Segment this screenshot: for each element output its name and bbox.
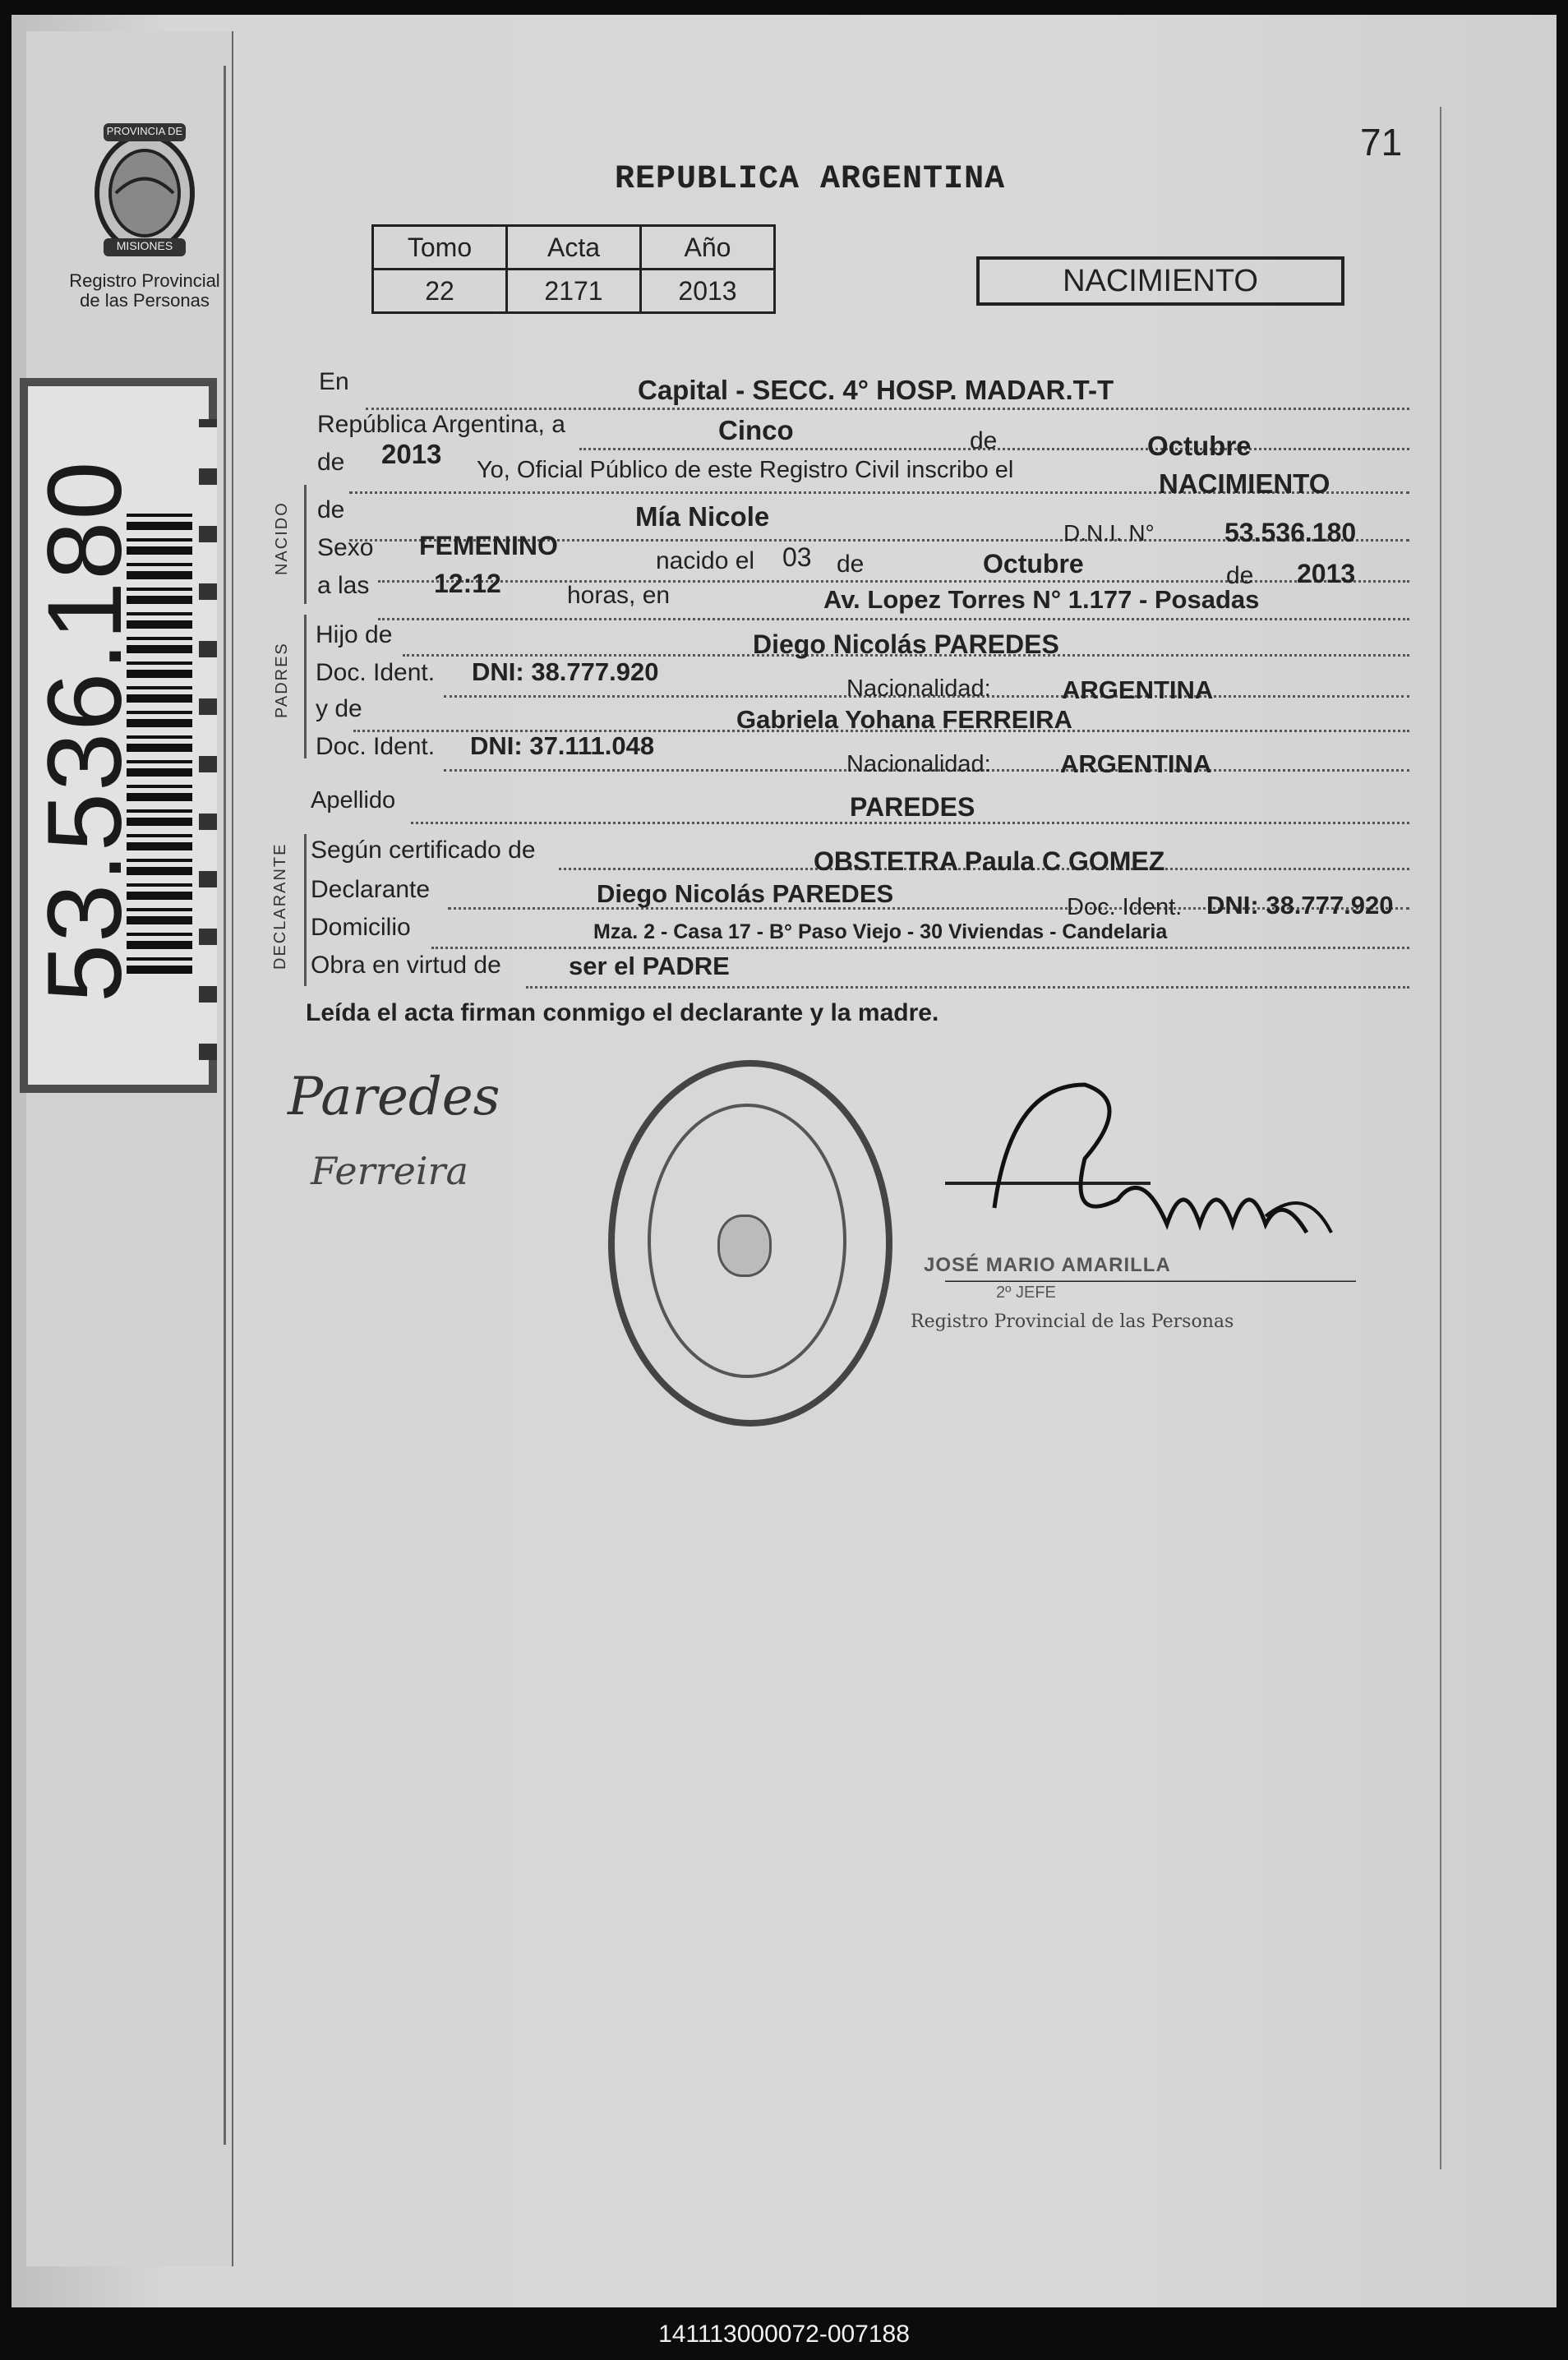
footer-id: 141113000072-007188 [658,2321,910,2348]
name-value: Mía Nicole [635,501,770,532]
section-label-declarant: DECLARANTE [271,842,289,970]
de4-label: de [837,551,865,578]
value-acta: 2171 [507,270,641,313]
doc-label: Doc. Ident. [316,659,436,686]
father-nationality: ARGENTINA [1062,675,1214,704]
value-tomo: 22 [373,270,507,313]
birth-day: 03 [782,542,812,572]
rule-6 [378,618,1409,620]
bracket-parents [304,615,307,758]
sexo-value: FEMENINO [419,531,558,560]
signature-paredes: Paredes [288,1067,500,1127]
mother-name: Gabriela Yohana FERREIRA [736,705,1072,734]
domicilio-label: Domicilio [311,914,411,941]
logo-text-bottom: MISIONES [116,239,173,252]
record-table [371,224,776,314]
security-pattern [199,419,217,1060]
de-label: de [970,427,998,454]
month-value: Octubre [1147,431,1252,461]
logo-text-top: PROVINCIA DE [106,125,183,137]
value-ano: 2013 [641,270,775,313]
bracket-declarant [304,834,307,986]
act-type: NACIMIENTO [1063,264,1258,298]
segun-label: Según certificado de [311,837,536,864]
yde-label: y de [316,695,362,722]
father-doc: DNI: 38.777.920 [472,657,659,686]
rule-14 [431,947,1409,949]
place-value: Av. Lopez Torres N° 1.177 - Posadas [823,585,1260,614]
section-label-parents: PADRES [273,642,291,718]
en-label: En [319,368,349,395]
registry-name: Registro Provincial de las Personas [69,270,220,311]
nacido-label: nacido el [656,547,755,574]
right-margin-rule [1440,107,1441,2169]
dni-value: 53.536.180 [1224,518,1357,547]
header-tomo: Tomo [373,226,507,270]
bracket-birth [304,485,307,604]
de3-label: de [317,496,345,523]
header-ano: Año [641,226,775,270]
rule-1 [366,408,1409,410]
alas-label: a las [317,572,370,599]
birth-year: 2013 [1297,559,1356,588]
doc2-label: Doc. Ident. [316,733,436,760]
declarante-value: Diego Nicolás PAREDES [597,879,894,908]
nacionalidad2-label: Nacionalidad: [846,751,991,777]
declarante-doc: DNI: 38.777.920 [1206,891,1394,920]
official-signature-icon [920,1068,1381,1282]
official-office: Registro Provincial de las Personas [911,1311,1234,1332]
rule-5 [378,580,1409,583]
day-value: Cinco [718,415,794,445]
apellido-value: PAREDES [850,792,975,822]
oficial-text: Yo, Oficial Público de este Registro Civil inscribo el [477,457,1014,483]
mother-nationality: ARGENTINA [1060,749,1212,778]
closing-text: Leída el acta firman conmigo el declarante y la madre. [306,999,939,1026]
registro-value: NACIMIENTO [1159,468,1330,499]
section-label-birth: NACIDO [273,501,291,575]
republica-label: República Argentina, a [317,411,565,438]
dni-label: D.N.I. N° [1063,520,1155,546]
birth-month: Octubre [983,549,1084,578]
de2-label: de [317,449,345,476]
mother-doc: DNI: 37.111.048 [470,731,655,760]
segun-value: OBSTETRA Paula C GOMEZ [814,846,1165,876]
declarante-label: Declarante [311,876,431,903]
obra-label: Obra en virtud de [311,952,501,979]
horas-label: horas, en [567,582,671,609]
act-type-box [976,256,1344,306]
hijo-label: Hijo de [316,621,393,648]
left-stub [26,31,233,2266]
page-number: 71 [1360,121,1403,164]
header-acta: Acta [507,226,641,270]
doc3-label: Doc. Ident. [1067,894,1183,920]
time-value: 12:12 [434,569,501,598]
official-name: JOSÉ MARIO AMARILLA [924,1254,1171,1276]
obra-value: ser el PADRE [569,952,730,980]
de5-label: de [1226,562,1254,589]
official-title: 2º JEFE [996,1284,1056,1302]
rule-15 [526,986,1409,989]
en-value: Capital - SECC. 4° HOSP. MADAR.T-T [638,375,1114,405]
signature-ferreira: Ferreira [311,1149,468,1193]
barcode-number: 53.536.180 [26,459,144,1003]
left-margin-rule [224,66,226,2145]
year-value: 2013 [381,439,442,469]
father-name: Diego Nicolás PAREDES [753,629,1059,659]
sexo-label: Sexo [317,534,374,561]
official-seal [608,1060,892,1427]
nacionalidad-label: Nacionalidad: [846,675,991,702]
apellido-label: Apellido [311,787,396,814]
country-title: REPUBLICA ARGENTINA [615,161,1006,198]
seal-emblem-icon [717,1215,772,1277]
domicilio-value: Mza. 2 - Casa 17 - B° Paso Viejo - 30 Viviendas - Candelaria [593,920,1168,943]
